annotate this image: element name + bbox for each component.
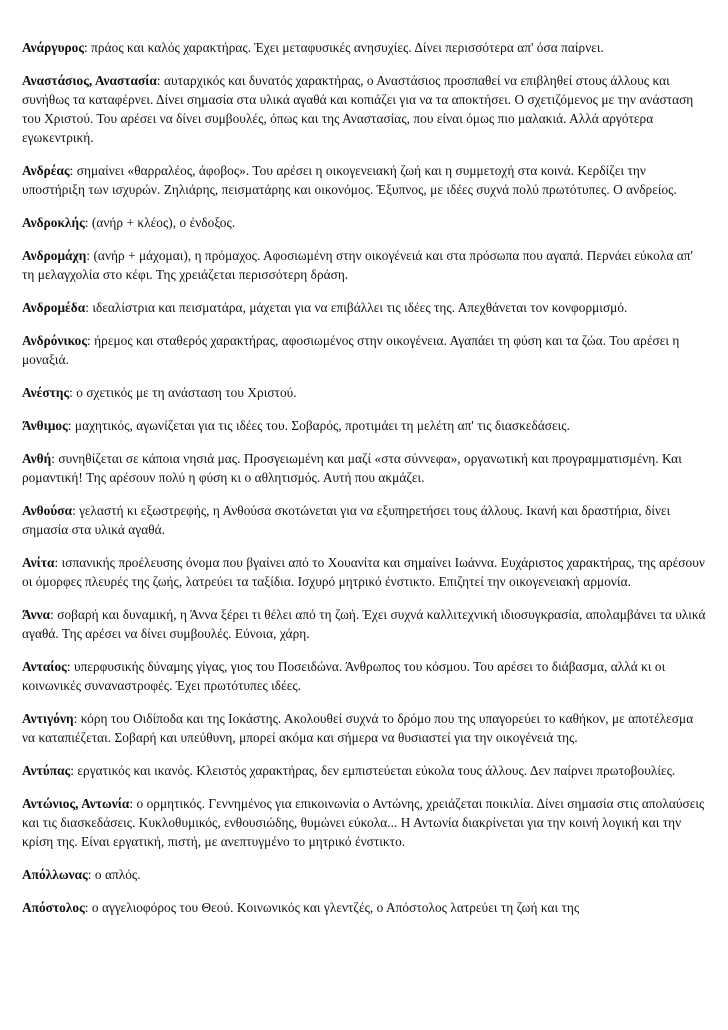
entry-name: Αναστάσιος, Αναστασία [22,73,157,88]
entry-anthi [22,449,708,487]
entry-text: : αυταρχικός και δυνατός χαρακτήρας, ο Αναστάσιος προσπαθεί να επιβληθεί στους άλλους και συνήθως τα καταφέρνει. Δίνει σημασία στα υλικά αγαθά και κοπιάζει για να τα αποκτήσει. Ο σχετιζόμενος με την ανάσταση του Χριστού. Του αρέσει να δίνει συμβουλές, όπως και της Αναστασίας, που είναι όμως πιο μαλακιά. Αλλά αργότερα εγωκεντρική. [22,73,694,145]
entry-name: Απόστολος [22,900,85,915]
entry-name: Αντύπας [22,763,71,778]
entry-anita [22,553,708,591]
entry-text: : γελαστή κι εξωστρεφής, η Ανθούσα σκοτώνεται για να εξυπηρετήσει τους άλλους. Ικανή και δραστήρια, δίνει σημασία στα υλικά αγαθά. [22,503,671,537]
entry-name: Αντιγόνη [22,711,74,726]
entry-name: Ανάργυρος [22,40,85,55]
entry-antaios [22,657,708,695]
entry-antypas [22,761,708,780]
entry-text: : μαχητικός, αγωνίζεται για τις ιδέες του. Σοβαρός, προτιμάει τη μελέτη απ' τις διασκεδάσεις. [67,418,570,433]
entry-name: Ανδρομέδα [22,300,86,315]
entry-name: Ανδρόνικος [22,333,88,348]
entry-name: Άννα [22,607,51,622]
entry-name: Απόλλωνας [22,867,88,882]
entry-text: : ιδεαλίστρια και πεισματάρα, μάχεται για να επιβάλλει τις ιδέες της. Απεχθάνεται τον κονφορμισμό. [85,300,628,315]
entry-name: Ανδρομάχη [22,248,87,263]
entry-antigoni [22,709,708,747]
entry-androklis [22,213,708,232]
entry-name: Ανέστης [22,385,70,400]
entry-anna [22,605,708,643]
entry-apollonas [22,865,708,884]
entry-text: : ο αγγελιοφόρος του Θεού. Κοινωνικός και γλεντζές, ο Απόστολος λατρεύει τη ζωή και της [84,900,580,915]
entry-name: Ανδρέας [22,163,70,178]
entry-text: : (ανήρ + κλέος), ο ένδοξος. [84,215,236,230]
entry-text: : σημαίνει «θαρραλέος, άφοβος». Του αρέσει η οικογενειακή ζωή και η συμμετοχή στα κοινά. Κερδίζει την υποστήριξη των ισχυρών. Ζηλιάρης, πεισματάρης και οικονόμος. Έξυπνος, με ιδέες συχνά πολύ πρωτότυπες. Ο ανδρείος. [22,163,677,197]
entry-anastasios [22,71,708,147]
entry-anargyros [22,38,708,57]
entry-name: Ανθούσα [22,503,73,518]
entry-name: Ανδροκλής [22,215,85,230]
entry-text: : υπερφυσικής δύναμης γίγας, γιος του Ποσειδώνα. Άνθρωπος του κόσμου. Του αρέσει το διάβασμα, αλλά κι οι κοινωνικές συναναστροφές. Έχει πρωτότυπες ιδέες. [22,659,666,693]
entry-text: : (ανήρ + μάχομαι), η πρόμαχος. Αφοσιωμένη στην οικογένειά και στα πρόσωπα που αγαπά. Περνάει εύκολα απ' τη μελαγχολία στο κέφι. Της χρειάζεται περισσότερη δράση. [22,248,693,282]
entry-andronikos [22,331,708,369]
entry-apostolos [22,898,708,917]
entry-text: : ισπανικής προέλευσης όνομα που βγαίνει από το Χουανίτα και σημαίνει Ιωάννα. Ευχάριστος χαρακτήρας, της αρέσουν οι όμορφες πλευρές της ζωής, λατρεύει τα ταξίδια. Ισχυρό μητρικό ένστικτο. Επιζητεί την οικογενειακή αρμονία. [22,555,705,589]
entry-name: Ανίτα [22,555,55,570]
entry-name: Ανταίος [22,659,67,674]
entry-text: : ο απλός. [87,867,141,882]
entry-name: Ανθή [22,451,52,466]
entry-text: : κόρη του Οιδίποδα και της Ιοκάστης. Ακολουθεί συχνά το δρόμο που της υπαγορεύει το καθήκον, με αποτέλεσμα να καταπιέζεται. Σοβαρή και υπεύθυνη, μπορεί ακόμα και σήμερα να θυσιαστεί για την οικογένειά της. [22,711,694,745]
entry-anthimos [22,416,708,435]
entry-andromeda [22,298,708,317]
entry-name: Αντώνιος, Αντωνία [22,796,130,811]
entry-andreas [22,161,708,199]
name-entries-list [22,38,708,931]
entry-text: : εργατικός και ικανός. Κλειστός χαρακτήρας, δεν εμπιστεύεται εύκολα τους άλλους. Δεν παίρνει πρωτοβουλίες. [70,763,676,778]
entry-andromachi [22,246,708,284]
entry-antonios [22,794,708,851]
entry-text: : συνηθίζεται σε κάποια νησιά μας. Προσγειωμένη και μαζί «στα σύννεφα», οργανωτική και προγραμματισμένη. Και ρομαντική! Της αρέσουν πολύ η φύση κι ο αθλητισμός. Αυτή που ακμάζει. [22,451,682,485]
entry-text: : ο σχετικός με τη ανάσταση του Χριστού. [69,385,297,400]
entry-text: : σοβαρή και δυναμική, η Άννα ξέρει τι θέλει από τη ζωή. Έχει συχνά καλλιτεχνική ιδιοσυγκρασία, απολαμβάνει τα υλικά αγαθά. Της αρέσει να δίνει συμβουλές. Εύνοια, χάρη. [22,607,706,641]
entry-text: : ήρεμος και σταθερός χαρακτήρας, αφοσιωμένος στην οικογένεια. Αγαπάει τη φύση και τα ζώα. Του αρέσει η μοναξιά. [22,333,680,367]
entry-text: : πράος και καλός χαρακτήρας. Έχει μεταφυσικές ανησυχίες. Δίνει περισσότερα απ' όσα παίρνει. [84,40,604,55]
entry-anthousa [22,501,708,539]
entry-name: Άνθιμος [22,418,68,433]
entry-text: : ο ορμητικός. Γεννημένος για επικοινωνία ο Αντώνης, χρειάζεται ποικιλία. Δίνει σημασία στις απολαύσεις και τις διασκεδάσεις. Κυκλοθυμικός, ενθουσιώδης, θυμώνει εύκολα... Η Αντωνία διακρίνεται για την κοινή λογική και την κρίση της. Είναι εργατική, πιστή, με ανεπτυγμένο το μητρικό ένστικτο. [22,796,705,849]
entry-anestis [22,383,708,402]
